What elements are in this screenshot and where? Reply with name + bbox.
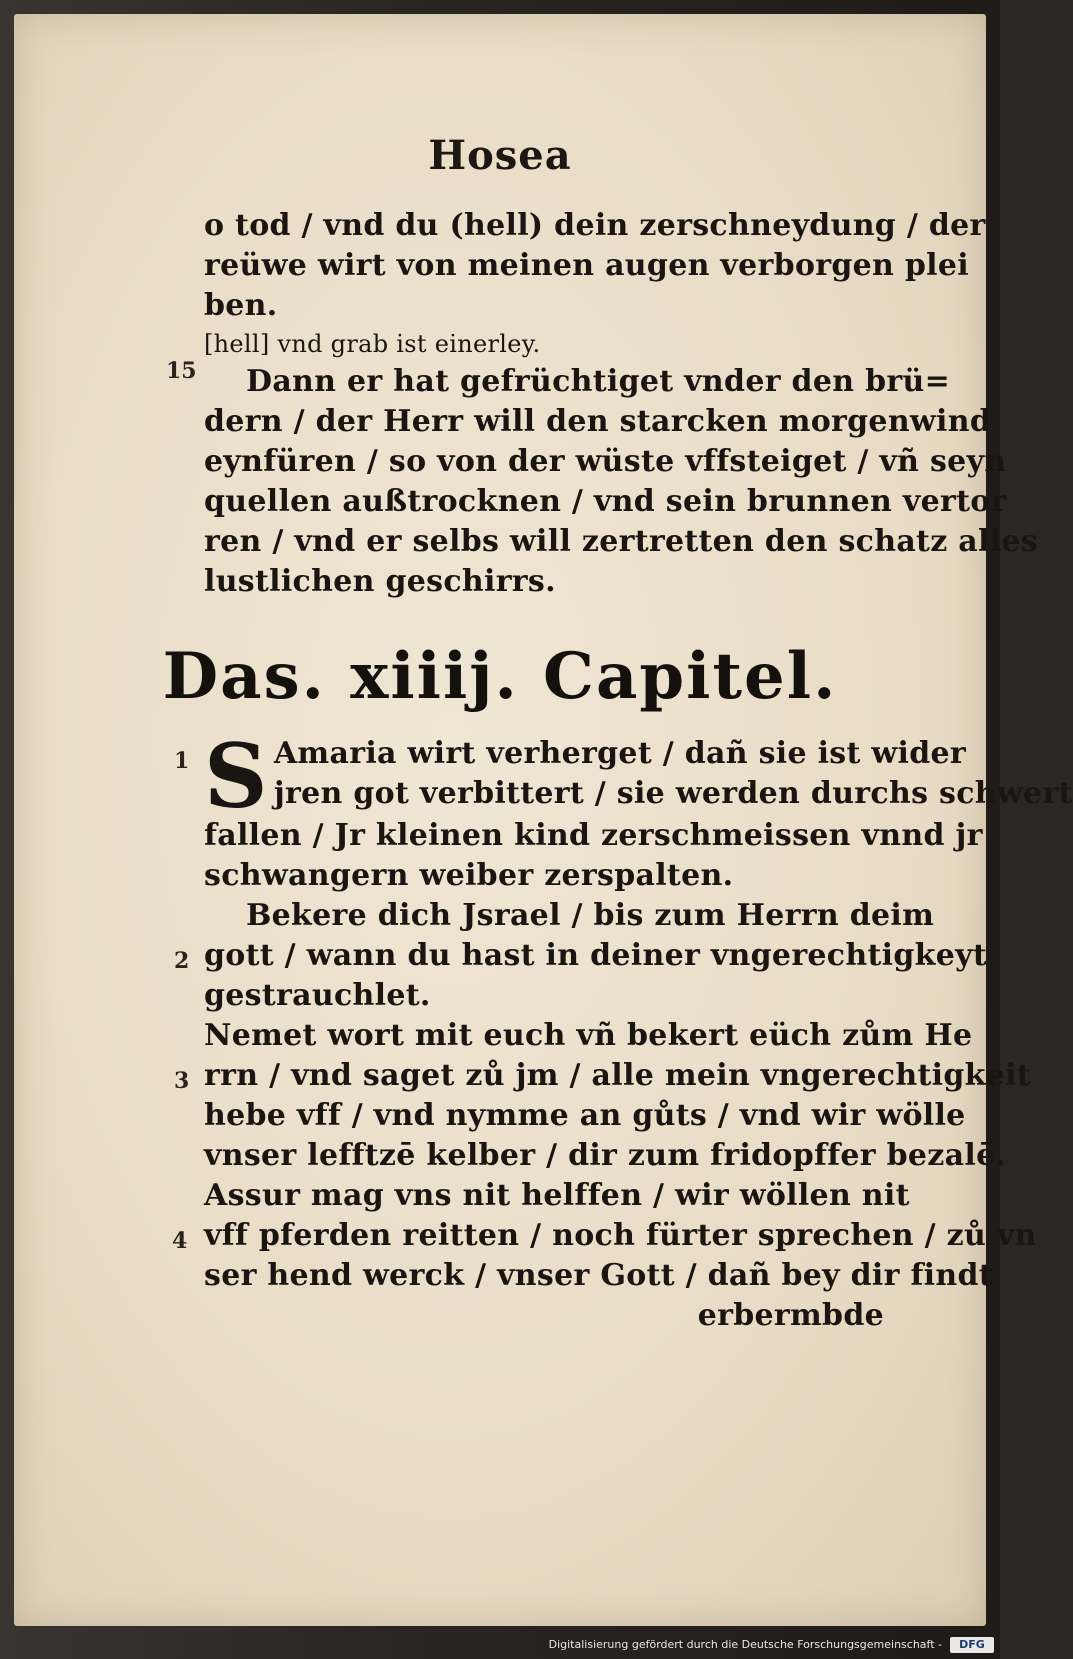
verse-3 — [204, 1016, 1031, 1176]
catchword: erbermbde — [697, 1298, 884, 1333]
marginal-note: [hell] vnd grab ist einerley. — [204, 330, 541, 358]
verse-1 — [204, 724, 1073, 896]
text-line: hebe vff / vnd nymme an gůts / vnd wir wölle — [204, 1098, 966, 1133]
verse-4 — [204, 1176, 1037, 1296]
digitization-credit: Digitalisierung gefördert durch die Deutsche Forschungsgemeinschaft - — [548, 1638, 942, 1651]
verse-2 — [204, 896, 987, 1016]
running-title: Hosea — [428, 132, 572, 179]
text-line: Dann er hat gefrüchtiget vnder den brü= — [246, 364, 950, 399]
top-text-block — [204, 206, 1039, 602]
text-line: jren got verbittert / sie werden durchs schwert — [273, 776, 1073, 811]
text-line: lustlichen geschirrs. — [204, 564, 556, 599]
chapter-heading: Das. xiiij. Capitel. — [162, 639, 838, 714]
drop-cap-letter: S — [204, 724, 268, 828]
text-line: fallen / Jr kleinen kind zerschmeissen vnnd jr — [204, 818, 983, 853]
text-line: dern / der Herr will den starcken morgenwind — [204, 404, 992, 439]
text-line: Nemet wort mit euch vñ bekert eüch zům He — [204, 1018, 973, 1053]
text-line: schwangern weiber zerspalten. — [204, 858, 734, 893]
text-line: rrn / vnd saget zů jm / alle mein vngerechtigkeit — [204, 1058, 1031, 1093]
text-line: ben. — [204, 288, 278, 323]
text-line: ren / vnd er selbs will zertretten den schatz alles — [204, 524, 1039, 559]
text-line: gestrauchlet. — [204, 978, 431, 1013]
text-line: eynfüren / so von der wüste vffsteiget / vñ seyn — [204, 444, 1007, 479]
text-line: Bekere dich Jsrael / bis zum Herrn deim — [246, 898, 935, 933]
text-line: Amaria wirt verherget / dañ sie ist wider — [273, 736, 966, 771]
text-line: ser hend werck / vnser Gott / dañ bey dir findt — [204, 1258, 993, 1293]
verse-number-2: 2 — [174, 948, 190, 974]
text-line: vff pferden reitten / noch fürter sprechen / zů vn — [204, 1218, 1037, 1253]
verse-number-1: 1 — [174, 748, 190, 774]
verse-number-15: 15 — [166, 358, 197, 384]
verse-number-3: 3 — [174, 1068, 190, 1094]
text-line: vnser lefftzē kelber / dir zum fridopffer bezalē. — [204, 1138, 1007, 1173]
dfg-logo: DFG — [950, 1637, 994, 1653]
chapter-text-block — [204, 724, 1073, 1336]
text-line: reüwe wirt von meinen augen verborgen plei — [204, 248, 969, 283]
text-line: Assur mag vns nit helffen / wir wöllen nit — [204, 1178, 910, 1213]
book-page — [14, 14, 1073, 1626]
text-line: quellen außtrocknen / vnd sein brunnen vertor — [204, 484, 1007, 519]
verse-number-4: 4 — [172, 1228, 188, 1254]
text-line: gott / wann du hast in deiner vngerechtigkeyt — [204, 938, 987, 973]
text-line: o tod / vnd du (hell) dein zerschneydung / der — [204, 208, 986, 243]
